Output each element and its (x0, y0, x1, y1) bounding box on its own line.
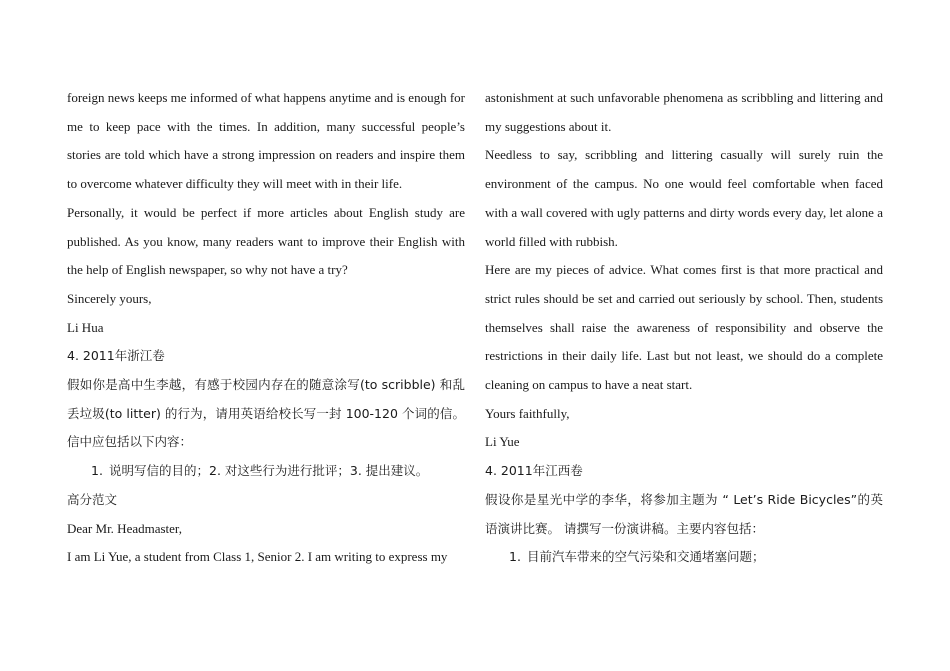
right-column (485, 84, 883, 572)
list-number: 1. (509, 549, 521, 565)
letter-signature: Li Hua (67, 319, 104, 335)
section-heading-jiangxi: 4. 2011年江西卷 (485, 463, 583, 479)
paragraph-introduction: I am Li Yue, a student from Class 1, Senior 2. I am writing to express my (67, 549, 448, 565)
task-requirements-list-item (485, 543, 883, 572)
list-number: 1. (91, 463, 103, 479)
paragraph-suggestion: Personally, it would be perfect if more articles about English study are published. As you know, many readers want to improve their English with the help of English newspaper, so why not have a try? (67, 204, 465, 278)
letter-closing: Yours faithfully, (485, 405, 570, 421)
letter-signature: Li Yue (485, 434, 520, 450)
section-heading-zhejiang: 4. 2011年浙江卷 (67, 348, 165, 364)
task-requirements-list-item (67, 457, 465, 486)
paragraph-introduction-continued: astonishment at such unfavorable phenomena as scribbling and littering and my suggestions about it. (485, 90, 883, 134)
model-essay-label: 高分范文 (67, 491, 118, 507)
list-item-text: 说明写信的目的；2. 对这些行为进行批评；3. 提出建议。 (109, 463, 429, 479)
task-prompt-zhejiang: 假如你是高中生李越，有感于校园内存在的随意涂写(to scribble) 和乱丢垃圾(to litter) 的行为，请用英语给校长写一封 100-120 个词的信。信中应包括以下内容： (67, 377, 465, 450)
letter-closing: Sincerely yours, (67, 290, 152, 306)
letter-salutation: Dear Mr. Headmaster, (67, 520, 182, 536)
paragraph-newspaper-benefits: foreign news keeps me informed of what happens anytime and is enough for me to keep pace with the times. In addition, many successful people’s stories are told which have a strong impression on readers and inspire them to overcome whatever difficulty they will meet with in their life. (67, 90, 465, 192)
left-column (67, 84, 465, 572)
list-item-text: 目前汽车带来的空气污染和交通堵塞问题； (527, 549, 765, 565)
paragraph-criticism: Needless to say, scribbling and littering casually will surely ruin the environment of the campus. No one would feel comfortable when faced with a wall covered with ugly patterns and dirty words every day, let alone a world filled with rubbish. (485, 147, 883, 249)
task-prompt-jiangxi: 假设你是星光中学的李华，将参加主题为 “ Let’s Ride Bicycles”的英语演讲比赛。 请撰写一份演讲稿。主要内容包括： (485, 491, 883, 536)
paragraph-advice: Here are my pieces of advice. What comes first is that more practical and strict rules should be set and carried out seriously by school. Then, students themselves shall raise the awareness of responsibility and observe the restrictions in their daily life. Last but not least, we should do a complete cleaning on campus to have a neat start. (485, 262, 883, 393)
